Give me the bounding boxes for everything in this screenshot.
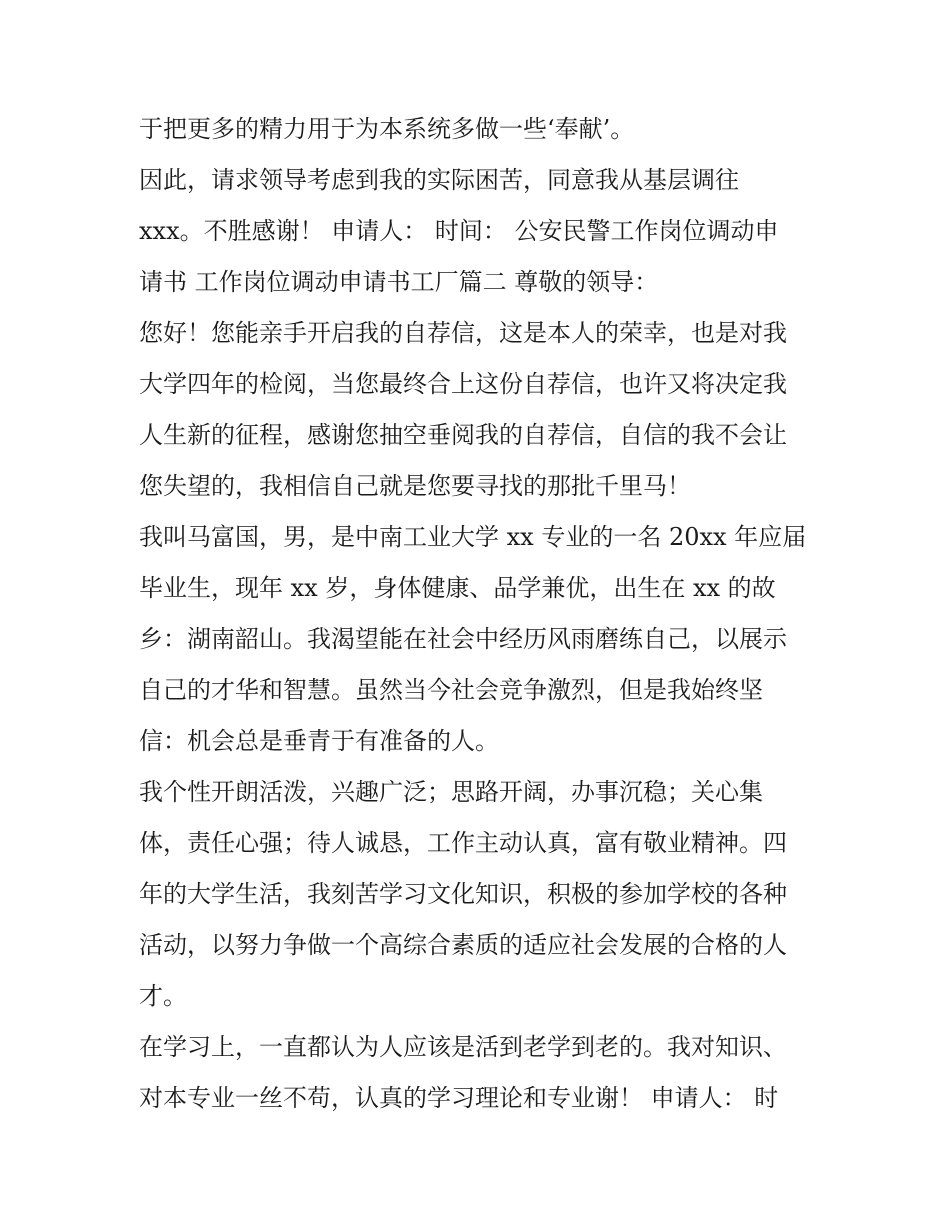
text-line: 我叫马富国，男，是中南工业大学 xx 专业的一名 20xx 年应届 <box>139 523 807 551</box>
text-line: 您失望的，我相信自己就是您要寻找的那批千里马！ <box>139 472 691 500</box>
text-line: 您好！您能亲手开启我的自荐信，这是本人的荣幸，也是对我 <box>139 319 787 347</box>
text-line: 毕业生，现年 xx 岁，身体健康、品学兼优，出生在 xx 的故 <box>139 574 776 602</box>
text-line: 大学四年的检阅，当您最终合上这份自荐信，也许又将决定我 <box>139 370 787 398</box>
text-line: 于把更多的精力用于为本系统多做一些‘奉献’。 <box>139 115 635 143</box>
text-line: 才。 <box>139 982 187 1010</box>
text-line: 人生新的征程，感谢您抽空垂阅我的自荐信，自信的我不会让 <box>139 421 787 449</box>
document-body <box>139 104 829 1124</box>
text-line: 我个性开朗活泼，兴趣广泛；思路开阔，办事沉稳；关心集 <box>139 778 763 806</box>
text-line: 自己的才华和智慧。虽然当今社会竞争激烈，但是我始终坚 <box>139 676 763 704</box>
text-line: 活动，以努力争做一个高综合素质的适应社会发展的合格的人 <box>139 931 787 959</box>
text-line: xxx。不胜感谢！ 申请人： 时间： 公安民警工作岗位调动申 <box>139 217 779 245</box>
text-line: 信：机会总是垂青于有准备的人。 <box>139 727 499 755</box>
text-line: 对本专业一丝不苟，认真的学习理论和专业谢！ 申请人： 时 <box>139 1084 779 1112</box>
text-line: 乡：湖南韶山。我渴望能在社会中经历风雨磨练自己，以展示 <box>139 625 787 653</box>
text-line: 请书 工作岗位调动申请书工厂篇二 尊敬的领导： <box>139 268 659 296</box>
text-line: 在学习上，一直都认为人应该是活到老学到老的。我对知识、 <box>139 1033 787 1061</box>
text-line: 体，责任心强；待人诚恳，工作主动认真，富有敬业精神。四 <box>139 829 787 857</box>
text-line: 年的大学生活，我刻苦学习文化知识，积极的参加学校的各种 <box>139 880 787 908</box>
text-line: 因此，请求领导考虑到我的实际困苦，同意我从基层调往 <box>139 166 739 194</box>
